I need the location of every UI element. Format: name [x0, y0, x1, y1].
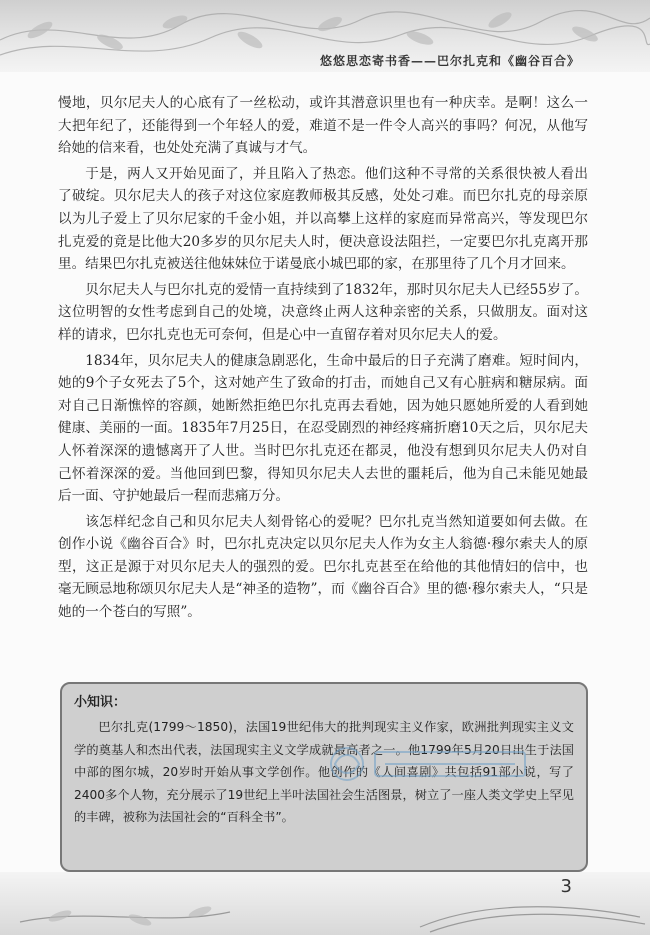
watermark-icon: [325, 742, 535, 786]
running-header: 悠悠思恋寄书香——巴尔扎克和《幽谷百合》: [319, 54, 580, 68]
paragraph: 于是，两人又开始见面了，并且陷入了热恋。他们这种不寻常的关系很快被人看出了破绽。贝尔尼夫人的孩子对这位家庭教师极其反感，处处刁难。而巴尔扎克的母亲原以为儿子爱上了贝尔尼家的千金小姐，并以高攀上这样的家庭而异常高兴，等发现巴尔扎克爱的竟是比他大20多岁的贝尔尼夫人时，便决意设法阻拦，一定要巴尔扎克离开那里。结果巴尔扎克被送往他妹妹位于诺曼底小城巴耶的家，在那里待了几个月才回来。: [58, 165, 588, 273]
book-illustration-icon: [0, 872, 650, 935]
paragraph: 该怎样纪念自己和贝尔尼夫人刻骨铭心的爱呢？巴尔扎克当然知道要如何去做。在创作小说《幽谷百合》时，巴尔扎克决定以贝尔尼夫人作为女主人翁德·穆尔索夫人的原型，这正是源于对贝尔尼夫人的强烈的爱。巴尔扎克甚至在给他的其他情妇的信中，也毫无顾忌地称颂贝尔尼夫人是“神圣的造物”，而《幽谷百合》里的德·穆尔索夫人，“只是她的一个苍白的写照”。: [58, 513, 588, 621]
knowledge-box-title: 小知识：: [74, 695, 127, 710]
paragraph: 1834年，贝尔尼夫人的健康急剧恶化，生命中最后的日子充满了磨难。短时间内，她的9个子女死去了5个，这对她产生了致命的打击，而她自己又有心脏病和糖尿病。面对自己日渐憔悴的容颜，她断然拒绝巴尔扎克再去看她，因为她只愿她所爱的人看到她健康、美丽的一面。1835年7月25日，在忍受剧烈的神经疼痛折磨10天之后，贝尔尼夫人怀着深深的遗憾离开了人世。当时巴尔扎克还在都灵，他没有想到贝尔尼夫人仍对自己怀着深深的爱。当他回到巴黎，得知贝尔尼夫人去世的噩耗后，他为自己未能见她最后一面、守护她最后一程而悲痛万分。: [58, 352, 588, 505]
page-number: 3: [560, 876, 572, 897]
body-text: [58, 92, 588, 627]
footer-decoration: [0, 872, 650, 935]
knowledge-box-text: 巴尔扎克(1799～1850)，法国19世纪伟大的批判现实主义作家，欧洲批判现实主义文学的奠基人和杰出代表，法国现实主义文学成就最高者之一。他1799年5月20日出生于法国中部的图尔城，20岁时开始从事文学创作。他创作的《人间喜剧》共包括91部小说，写了2400多个人物，充分展示了19世纪上半叶法国社会生活图景，树立了一座人类文学史上罕见的丰碑，被称为法国社会的“百科全书”。: [74, 720, 574, 825]
paragraph: 贝尔尼夫人与巴尔扎克的爱情一直持续到了1832年，那时贝尔尼夫人已经55岁了。这位明智的女性考虑到自己的处境，决意终止两人这种亲密的关系，只做朋友。面对这样的请求，巴尔扎克也无可奈何，但是心中一直留存着对贝尔尼夫人的爱。: [58, 281, 588, 343]
paragraph: 慢地，贝尔尼夫人的心底有了一丝松动，或许其潜意识里也有一种庆幸。是啊！这么一大把年纪了，还能得到一个年轻人的爱，难道不是一件令人高兴的事吗？何况，从他写给她的信来看，也处处充满了真诚与才气。: [58, 95, 588, 157]
